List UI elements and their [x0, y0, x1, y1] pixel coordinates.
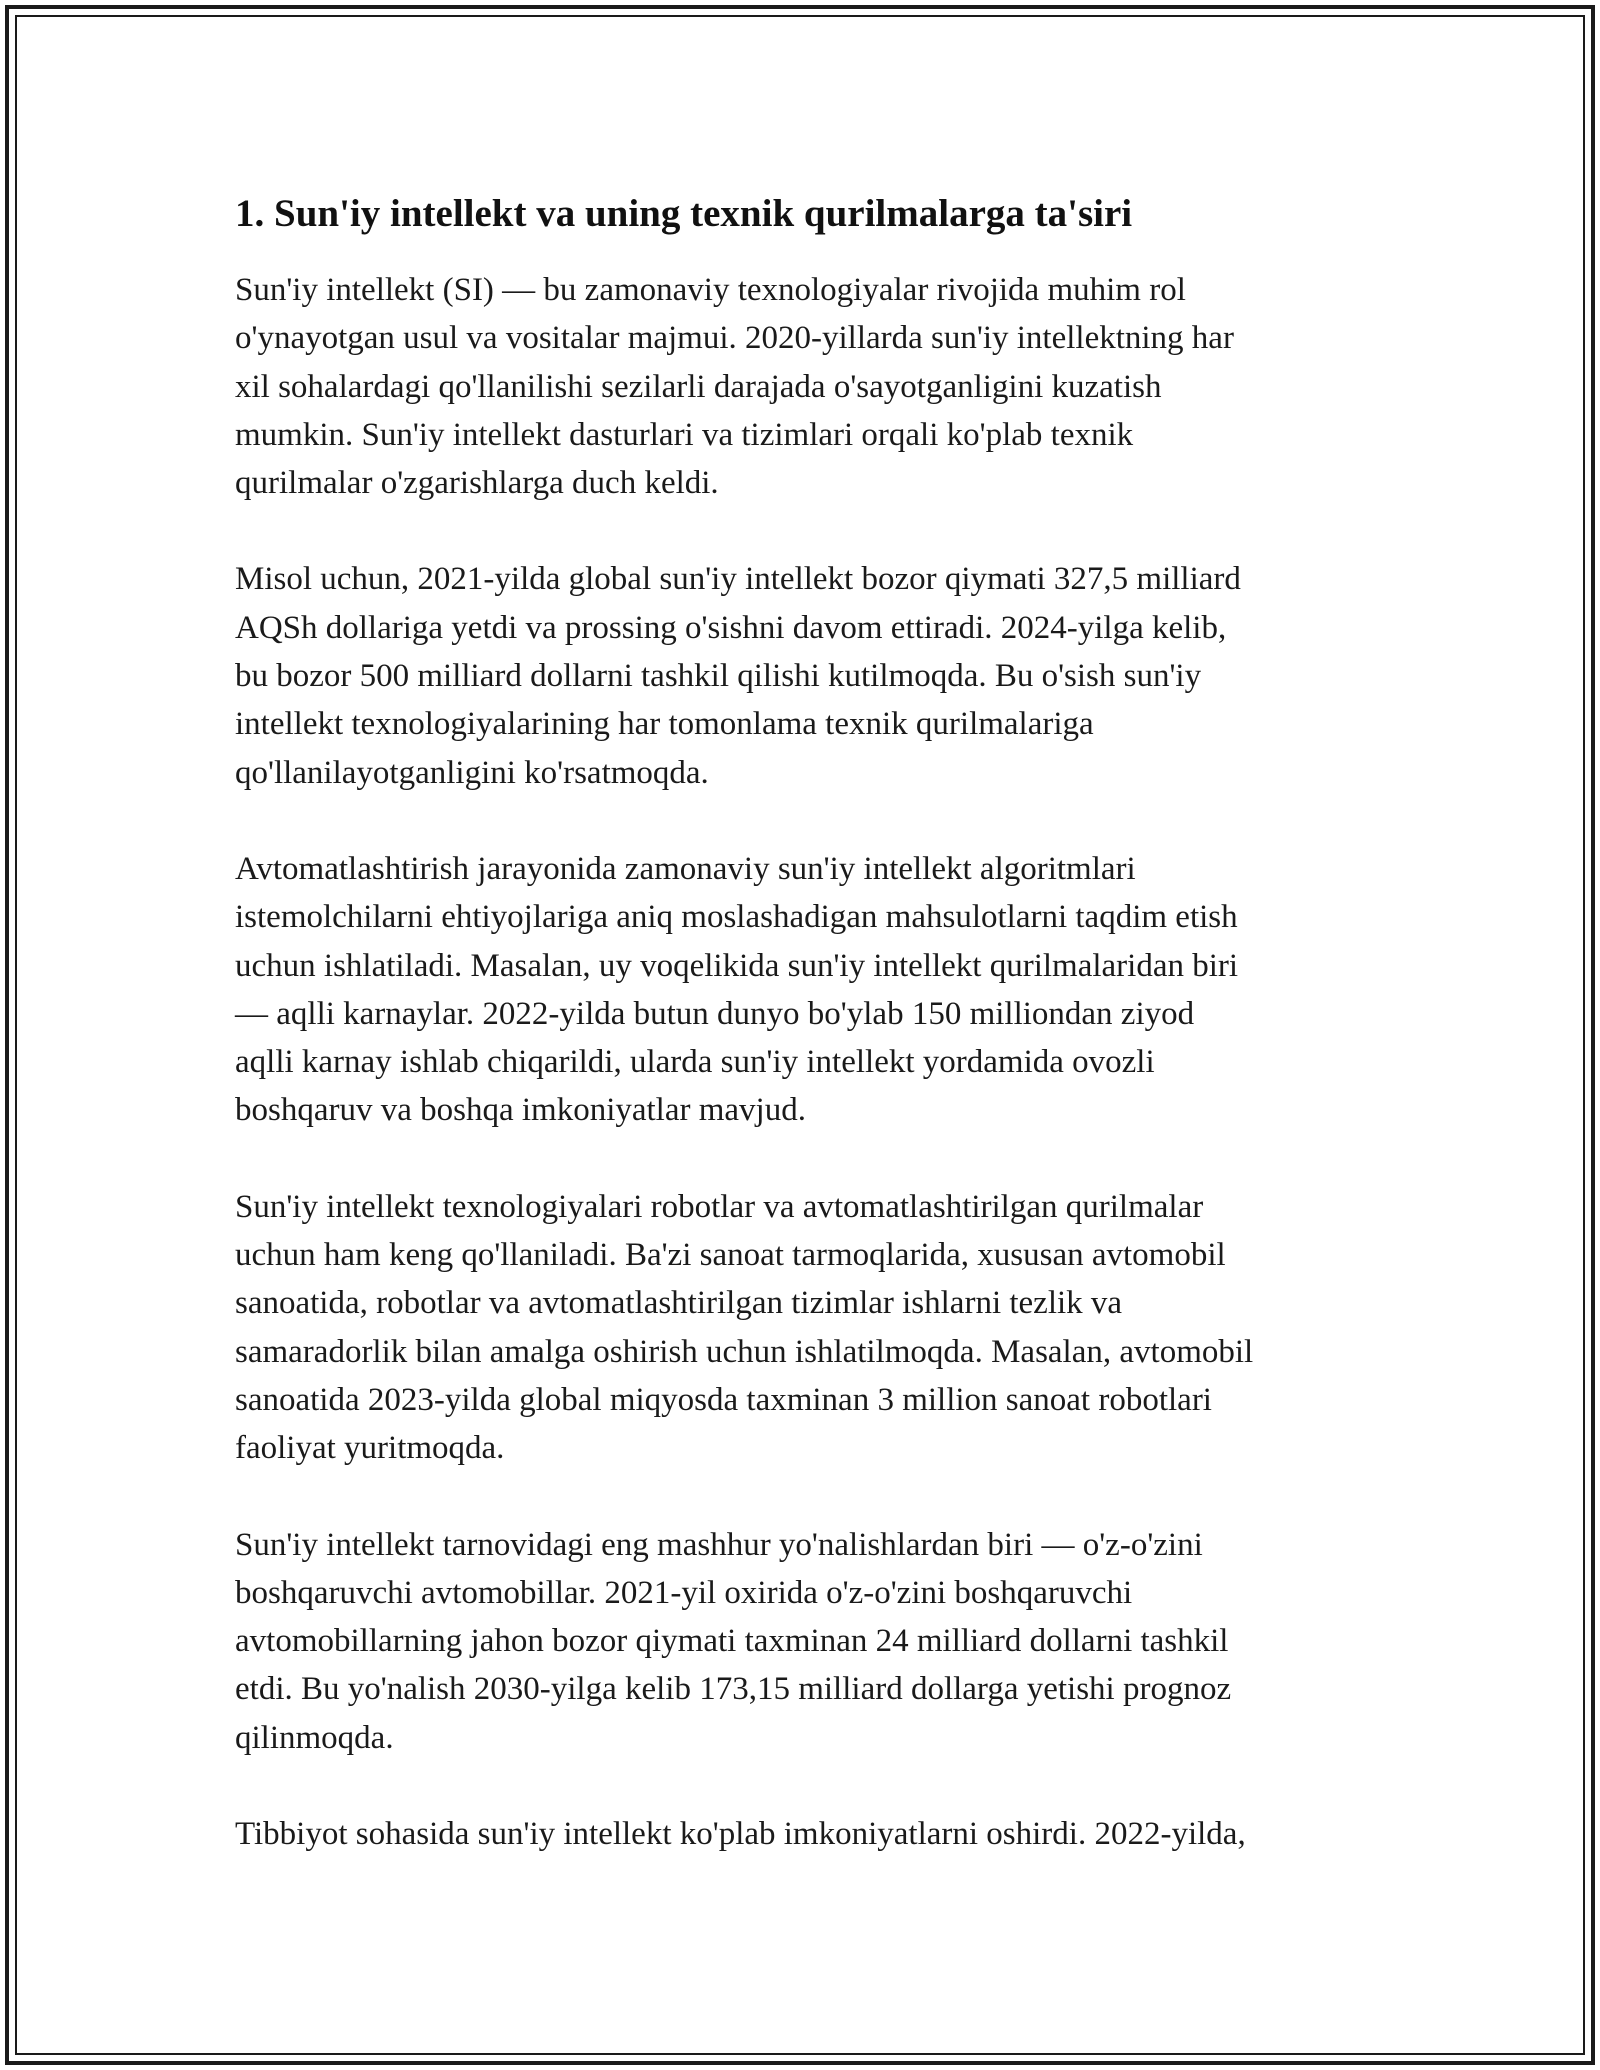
- paragraph-6: [235, 1810, 1395, 1858]
- text-line: — aqlli karnaylar. 2022-yilda butun dunyo bo'ylab 150 milliondan ziyod: [235, 995, 1195, 1032]
- text-line: istemolchilarni ehtiyojlariga aniq moslashadigan mahsulotlarni taqdim etish: [235, 899, 1238, 936]
- text-line: Avtomatlashtirish jarayonida zamonaviy sun'iy intellekt algoritmlari: [235, 850, 1136, 887]
- text-line: xil sohalardagi qo'llanilishi sezilarli darajada o'sayotganligini kuzatish: [235, 368, 1162, 405]
- text-line: Sun'iy intellekt tarnovidagi eng mashhur yo'nalishlardan biri — o'z-o'zini: [235, 1526, 1203, 1563]
- text-line: mumkin. Sun'iy intellekt dasturlari va tizimlari orqali ko'plab texnik: [235, 416, 1134, 453]
- text-line: faoliyat yuritmoqda.: [235, 1430, 505, 1467]
- text-line: uchun ham keng qo'llaniladi. Ba'zi sanoat tarmoqlarida, xususan avtomobil: [235, 1237, 1226, 1274]
- text-line: o'ynayotgan usul va vositalar majmui. 2020-yillarda sun'iy intellektning har: [235, 320, 1234, 357]
- text-line: Misol uchun, 2021-yilda global sun'iy intellekt bozor qiymati 327,5 milliard: [235, 561, 1241, 598]
- paragraph-3: [235, 845, 1395, 1135]
- text-line: samaradorlik bilan amalga oshirish uchun ishlatilmoqda. Masalan, avtomobil: [235, 1333, 1254, 1370]
- paragraph-1: [235, 266, 1395, 507]
- text-line: uchun ishlatiladi. Masalan, uy voqelikida sun'iy intellekt qurilmalaridan biri: [235, 947, 1239, 984]
- section-heading: 1. Sun'iy intellekt va uning texnik qurilmalarga ta'siri: [235, 192, 1133, 235]
- text-line: qurilmalar o'zgarishlarga duch keldi.: [235, 465, 719, 502]
- text-line: boshqaruv va boshqa imkoniyatlar mavjud.: [235, 1092, 806, 1129]
- text-line: bu bozor 500 milliard dollarni tashkil qilishi kutilmoqda. Bu o'sish sun'iy: [235, 658, 1202, 695]
- paragraph-2: [235, 555, 1395, 796]
- text-line: sanoatida 2023-yilda global miqyosda taxminan 3 million sanoat robotlari: [235, 1381, 1212, 1418]
- text-line: sanoatida, robotlar va avtomatlashtirilgan tizimlar ishlarni tezlik va: [235, 1285, 1123, 1322]
- text-line: qo'llanilayotganligini ko'rsatmoqda.: [235, 754, 709, 791]
- text-line: Sun'iy intellekt texnologiyalari robotlar va avtomatlashtirilgan qurilmalar: [235, 1188, 1204, 1225]
- text-line: intellekt texnologiyalarining har tomonlama texnik qurilmalariga: [235, 706, 1094, 743]
- text-line: Sun'iy intellekt (SI) — bu zamonaviy texnologiyalar rivojida muhim rol: [235, 272, 1186, 308]
- text-line: Tibbiyot sohasida sun'iy intellekt ko'plab imkoniyatlarni oshirdi. 2022-yilda,: [235, 1816, 1246, 1853]
- text-line: qilinmoqda.: [235, 1719, 394, 1756]
- text-line: boshqaruvchi avtomobillar. 2021-yil oxirida o'z-o'zini boshqaruvchi: [235, 1574, 1133, 1611]
- text-line: aqlli karnay ishlab chiqarildi, ularda sun'iy intellekt yordamida ovozli: [235, 1044, 1155, 1081]
- paragraph-4: [235, 1183, 1395, 1473]
- text-line: avtomobillarning jahon bozor qiymati taxminan 24 milliard dollarni tashkil: [235, 1623, 1229, 1660]
- document-body: [235, 188, 1395, 1906]
- paragraph-5: [235, 1521, 1395, 1762]
- text-line: AQSh dollariga yetdi va prossing o'sishni davom ettiradi. 2024-yilga kelib,: [235, 609, 1227, 646]
- text-line: etdi. Bu yo'nalish 2030-yilga kelib 173,15 milliard dollarga yetishi prognoz: [235, 1671, 1232, 1708]
